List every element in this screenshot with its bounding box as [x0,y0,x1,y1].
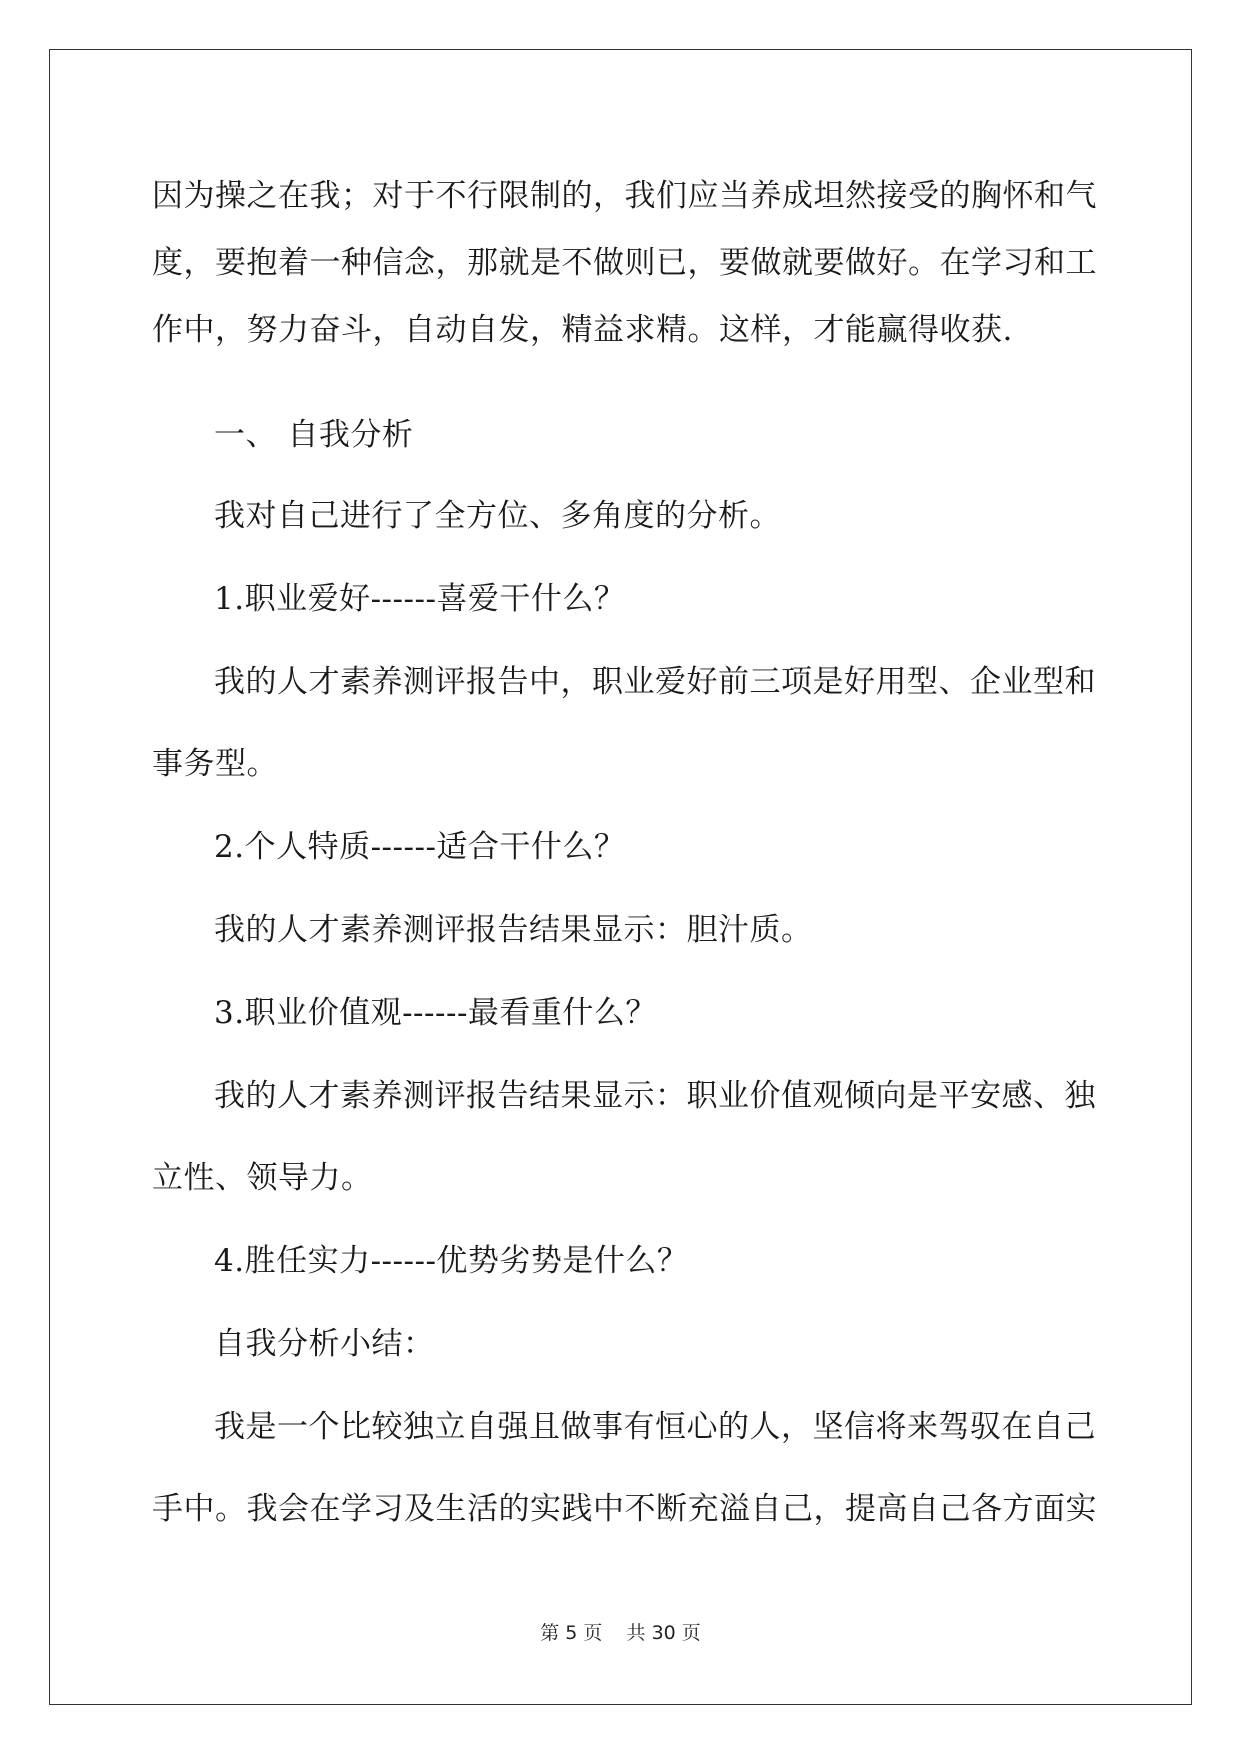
text-line: 事务型。 [152,746,278,782]
text-line: 我对自己进行了全方位、多角度的分析。 [214,498,781,534]
text-line: 手中。我会在学习及生活的实践中不断充溢自己，提高自己各方面实 [152,1491,1097,1527]
text-line: 我的人才素养测评报告结果显示：胆汁质。 [214,912,813,948]
page-border [49,49,1192,1705]
text-line: 因为操之在我；对于不行限制的，我们应当养成坦然接受的胸怀和气 [152,178,1097,214]
text-line: 我是一个比较独立自强且做事有恒心的人，坚信将来驾驭在自己 [214,1409,1096,1445]
text-line: 作中，努力奋斗，自动自发，精益求精。这样，才能赢得收获. [152,312,1013,348]
text-line: 我的人才素养测评报告中，职业爱好前三项是好用型、企业型和 [214,664,1096,700]
page-number-footer: 第 5 页 共 30 页 [540,1622,701,1644]
list-item-heading: 3.职业价值观------最看重什么？ [214,995,657,1031]
text-line: 自我分析小结： [214,1326,435,1362]
list-item-heading: 4.胜任实力------优势劣势是什么？ [214,1243,689,1279]
text-line: 立性、领导力。 [152,1160,373,1196]
section-heading: 一、 自我分析 [214,417,414,453]
list-item-heading: 1.职业爱好------喜爱干什么？ [214,581,626,617]
list-item-heading: 2.个人特质------适合干什么？ [214,829,626,865]
text-line: 度，要抱着一种信念，那就是不做则已，要做就要做好。在学习和工 [152,245,1097,281]
text-line: 我的人才素养测评报告结果显示：职业价值观倾向是平安感、独 [214,1078,1096,1114]
